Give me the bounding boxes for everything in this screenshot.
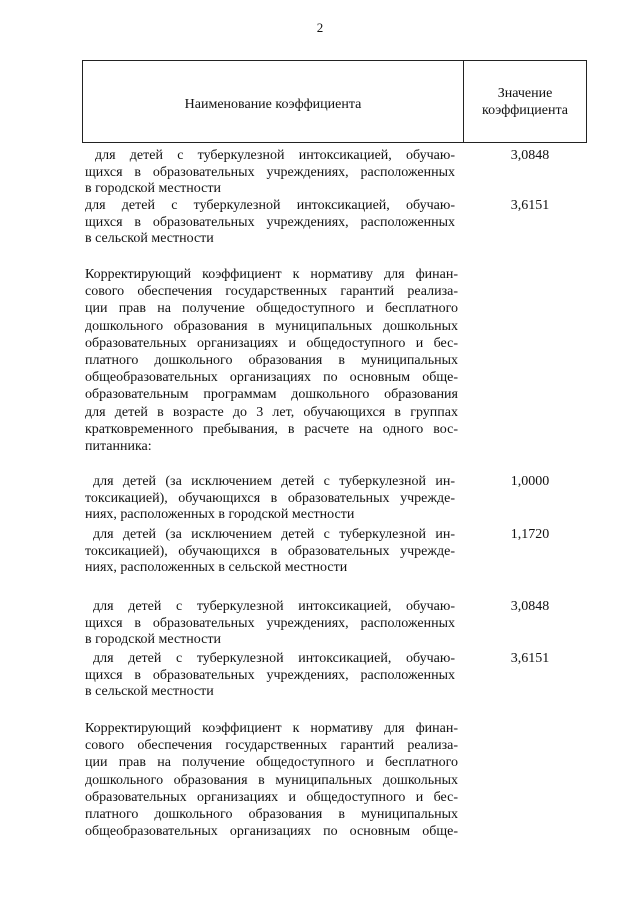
paragraph-line: общеобразовательных организациях по основным обще- — [85, 370, 458, 386]
row-text-line: для детей с туберкулезной интоксикацией, обучаю- — [93, 651, 455, 666]
paragraph-line: платного дошкольного образования в муниципальных — [85, 353, 458, 369]
page-number: 2 — [316, 20, 324, 35]
paragraph-line: Корректирующий коэффициент к нормативу для финан- — [85, 721, 458, 736]
row-text-line: в сельской местности — [85, 231, 214, 246]
paragraph-line: сового обеспечения государственных гарантий реализа- — [85, 738, 458, 754]
row-text-line: для детей (за исключением детей с туберкулезной ин- — [93, 474, 455, 489]
row-text-line: для детей с туберкулезной интоксикацией, обучаю- — [93, 599, 455, 614]
coefficient-value: 3,0848 — [510, 148, 550, 163]
paragraph-line: дошкольного образования в муниципальных дошкольных — [85, 318, 458, 334]
row-text-line: щихся в образовательных учреждениях, расположенных — [85, 667, 455, 683]
row-text-line: ниях, расположенных в городской местности — [85, 507, 355, 522]
paragraph-line: кратковременного пребывания, в расчете на одного вос- — [85, 421, 458, 437]
row-text-line: в городской местности — [85, 632, 221, 647]
coefficient-value: 3,6151 — [510, 198, 550, 213]
row-text-line: щихся в образовательных учреждениях, расположенных — [85, 615, 455, 631]
corrective-coefficient-paragraph — [85, 266, 458, 455]
row-text-line: в сельской местности — [85, 684, 214, 699]
row-text-line: для детей с туберкулезной интоксикацией, обучаю- — [95, 148, 455, 163]
paragraph-line: ции прав на получение общедоступного и бесплатного — [85, 755, 458, 771]
paragraph-line: ции прав на получение общедоступного и бесплатного — [85, 301, 458, 317]
row-text-line: щихся в образовательных учреждениях, расположенных — [85, 214, 455, 230]
table-row — [85, 474, 455, 524]
row-text-line: токсикацией), обучающихся в образовательных учрежде- — [85, 543, 455, 559]
table-row — [85, 527, 455, 577]
paragraph-line: для детей в возрасте до 3 лет, обучающихся в группах — [85, 404, 458, 420]
paragraph-line: дошкольного образования в муниципальных дошкольных — [85, 772, 458, 788]
table-row — [85, 198, 455, 248]
coefficient-value: 3,6151 — [510, 651, 550, 666]
paragraph-line: общеобразовательных организациях по основным обще- — [85, 824, 458, 840]
table-row — [85, 599, 455, 649]
coefficient-name-header: Наименование коэффициента — [184, 96, 362, 112]
paragraph-line: образовательных организациях и общедоступного и бес- — [85, 789, 458, 805]
coefficient-value: 1,0000 — [510, 474, 550, 489]
row-text-line: для детей (за исключением детей с туберкулезной ин- — [93, 527, 455, 542]
row-text-line: ниях, расположенных в сельской местности — [85, 560, 348, 575]
row-text-line: токсикацией), обучающихся в образовательных учрежде- — [85, 490, 455, 506]
table-header — [82, 60, 587, 143]
table-row — [85, 651, 455, 701]
coefficient-value: 1,1720 — [510, 527, 550, 542]
coefficient-value-header — [464, 61, 586, 142]
paragraph-line: образовательным программам дошкольного образования — [85, 387, 458, 403]
value-header-line2: коэффициента — [482, 102, 568, 118]
paragraph-line: образовательных организациях и общедоступного и бес- — [85, 335, 458, 351]
paragraph-line: сового обеспечения государственных гарантий реализа- — [85, 284, 458, 300]
row-text-line: щихся в образовательных учреждениях, расположенных — [85, 164, 455, 180]
table-row — [85, 148, 455, 198]
row-text-line: для детей с туберкулезной интоксикацией, обучаю- — [85, 198, 455, 213]
corrective-coefficient-paragraph — [85, 720, 458, 840]
paragraph-line: Корректирующий коэффициент к нормативу для финан- — [85, 267, 458, 282]
paragraph-line: питанника: — [85, 439, 152, 455]
paragraph-line: платного дошкольного образования в муниципальных — [85, 807, 458, 823]
row-text-line: в городской местности — [85, 181, 221, 196]
value-header-line1: Значение — [497, 85, 553, 101]
coefficient-value: 3,0848 — [510, 599, 550, 614]
